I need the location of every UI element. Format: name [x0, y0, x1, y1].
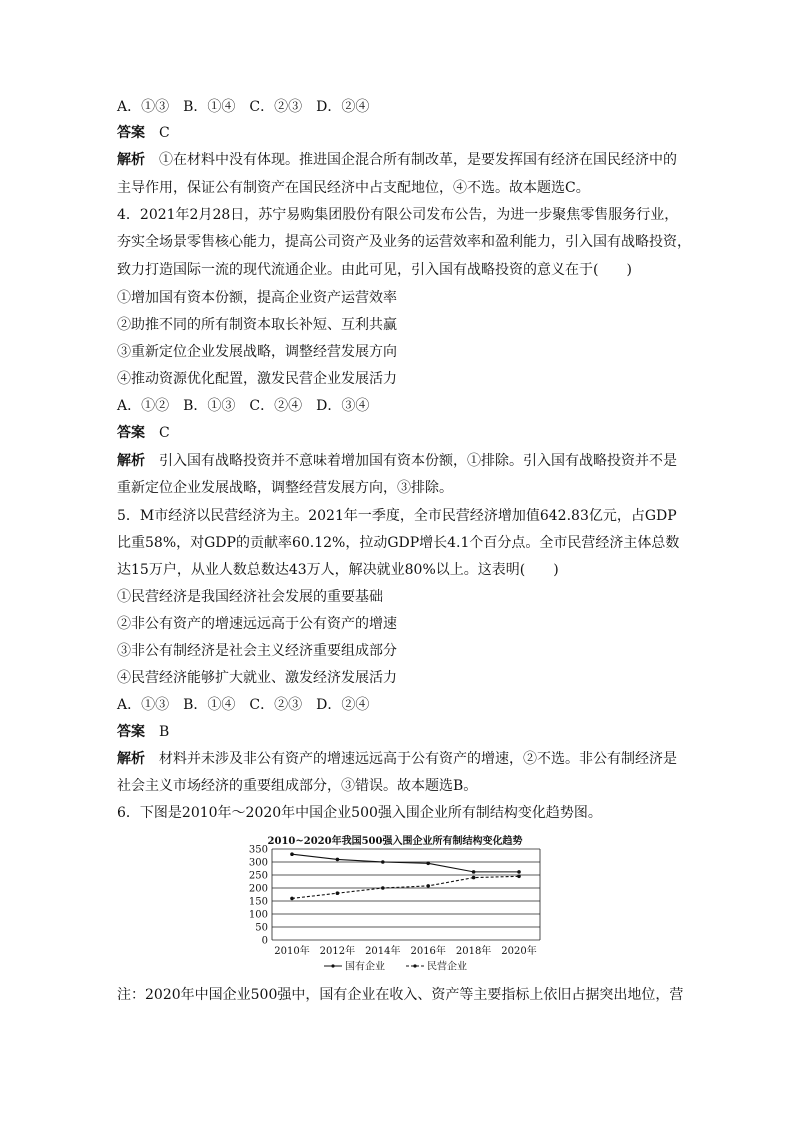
- q4-option-1: ①增加国有资本份额，提高企业资产运营效率: [117, 290, 397, 306]
- data-point: [290, 897, 294, 901]
- q6-stem: 6．下图是2010年～2020年中国企业500强入围企业所有制结构变化趋势图。: [117, 805, 602, 821]
- answer-value: C: [159, 425, 170, 441]
- legend-label: 民营企业: [427, 961, 467, 973]
- x-tick-label: 2014年: [365, 946, 401, 957]
- explanation-text: 引入国有战略投资并不意味着增加国有资本份额，①排除。引入国有战略投资并不是: [159, 453, 677, 469]
- explanation-text: 材料并未涉及非公有资产的增速远远高于公有资产的增速，②不选。非公有制经济是: [159, 751, 677, 767]
- explanation-label: 解析: [117, 152, 145, 168]
- y-tick-label: 100: [248, 909, 268, 921]
- legend-marker: [331, 964, 334, 967]
- q4-option-4: ④推动资源优化配置，激发民营企业发展活力: [117, 371, 397, 387]
- explanation-label: 解析: [117, 751, 145, 767]
- q4-choices: A．①② B．①③ C．②④ D．③④: [117, 398, 370, 414]
- answer-value: B: [159, 724, 170, 740]
- q4-stem-line-1: 4．2021年2月28日，苏宁易购集团股份有限公司发布公告，为进一步聚焦零售服务行业，: [117, 207, 679, 223]
- q5-option-2: ②非公有资产的增速远远高于公有资产的增速: [117, 616, 397, 632]
- chart-title: 2010~2020年我国500强入围企业所有制结构变化趋势: [267, 836, 523, 847]
- data-point: [336, 858, 340, 862]
- q5-option-1: ①民营经济是我国经济社会发展的重要基础: [117, 589, 383, 605]
- q5-explanation-line-2: 社会主义市场经济的重要组成部分，③错误。故本题选B。: [117, 778, 478, 794]
- legend-label: 国有企业: [345, 961, 385, 973]
- q4-option-2: ②助推不同的所有制资本取长补短、互利共赢: [117, 317, 397, 333]
- x-tick-label: 2012年: [319, 946, 356, 957]
- y-tick-label: 350: [248, 844, 268, 856]
- data-point: [426, 862, 430, 866]
- q3-options: A．①③ B．①④ C．②③ D．②④: [117, 99, 370, 115]
- data-point: [472, 870, 476, 874]
- data-point: [336, 891, 340, 895]
- y-tick-label: 200: [248, 883, 268, 895]
- q5-option-3: ③非公有制经济是社会主义经济重要组成部分: [117, 643, 397, 659]
- data-point: [517, 875, 521, 879]
- answer-label: 答案: [117, 125, 145, 141]
- q5-stem-line-2: 比重58%，对GDP的贡献率60.12%，拉动GDP增长4.1个百分点。全市民营经济主体总数: [117, 535, 680, 551]
- answer-label: 答案: [117, 425, 145, 441]
- chart-note: 注：2020年中国企业500强中，国有企业在收入、资产等主要指标上依旧占据突出地位，营: [117, 987, 684, 1003]
- data-point: [517, 870, 521, 874]
- data-point: [290, 852, 294, 856]
- x-tick-label: 2016年: [410, 946, 446, 957]
- data-point: [426, 884, 430, 888]
- data-point: [381, 886, 385, 890]
- x-tick-label: 2010年: [274, 946, 310, 957]
- q5-stem-line-1: 5．M市经济以民营经济为主。2021年一季度，全市民营经济增加值642.83亿元，占GDP: [117, 508, 677, 524]
- series-line-1: [292, 854, 519, 872]
- answer-value: C: [159, 125, 170, 141]
- explanation-label: 解析: [117, 453, 145, 469]
- y-tick-label: 300: [248, 857, 268, 869]
- q4-option-3: ③重新定位企业发展战略，调整经营发展方向: [117, 344, 397, 360]
- x-tick-label: 2018年: [455, 946, 492, 957]
- y-tick-label: 0: [261, 935, 268, 947]
- q4-explanation-line-2: 重新定位企业发展战略，调整经营发展方向，③排除。: [117, 480, 453, 496]
- legend-marker: [413, 964, 416, 967]
- answer-label: 答案: [117, 724, 145, 740]
- q5-stem-line-3: 达15万户，从业人数总数达43万人，解决就业80%以上。这表明( ): [117, 562, 559, 578]
- q4-stem-line-3: 致力打造国际一流的现代流通企业。由此可见，引入国有战略投资的意义在于( ): [117, 262, 632, 278]
- q5-option-4: ④民营经济能够扩大就业、激发经济发展活力: [117, 670, 397, 686]
- data-point: [472, 876, 476, 880]
- y-tick-label: 150: [248, 896, 268, 908]
- q3-explanation-line-2: 主导作用，保证公有制资产在国民经济中占支配地位，④不选。故本题选C。: [117, 180, 590, 196]
- q5-choices: A．①③ B．①④ C．②③ D．②④: [117, 697, 370, 713]
- data-point: [381, 860, 385, 864]
- y-tick-label: 50: [255, 922, 268, 934]
- series-line-2: [292, 876, 519, 898]
- x-tick-label: 2020年: [501, 946, 537, 957]
- q4-stem-line-2: 夯实全场景零售核心能力，提高公司资产及业务的运营效率和盈利能力，引入国有战略投资，: [117, 234, 691, 250]
- explanation-text: ①在材料中没有体现。推进国企混合所有制改革，是要发挥国有经济在国民经济中的: [159, 152, 677, 168]
- y-tick-label: 250: [248, 870, 268, 882]
